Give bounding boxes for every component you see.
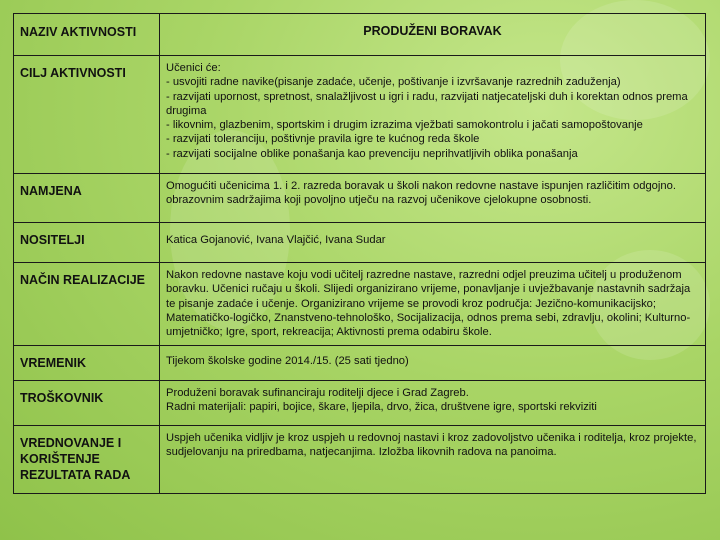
table-row <box>14 381 706 426</box>
row-value <box>160 174 706 223</box>
table-row <box>14 174 706 223</box>
text-line: Nakon redovne nastave koju vodi učitelj razredne nastave, razredni odjel preuzima učitelj u produženom boravku. Učenici ručaju u školi. Slijedi organizirano vrijeme, ponavljanje i uvježbavanje nastavnih sadržaja te pisanje zadaće i učenje. Organizirano vrijeme se provodi kroz područja: Jezično-komunikacijsko; Matematičko-logičko, Znanstveno-tehnološko, Socijalizacija, odnos prema sebi, zdravlju, okolini; Kulturno-umjetničko; Igre, sport, rekreacija; Aktivnosti prema odabiru škole. <box>166 269 691 339</box>
text-line: Tijekom školske godine 2014./15. (25 sati tjedno) <box>166 355 409 367</box>
table-row <box>14 223 706 263</box>
text-line: Radni materijali: papiri, bojice, škare, ljepila, drvo, žica, društvene igre, sportski rekviziti <box>166 401 597 414</box>
row-value <box>160 346 706 381</box>
row-value <box>160 381 706 426</box>
text-line: Učenici će: <box>166 62 221 74</box>
text-line: - razvijati socijalne oblike ponašanja kao prevenciju neprihvatljivih oblika ponašanja <box>166 147 578 160</box>
text-line: Katica Gojanović, Ivana Vlajčić, Ivana Sudar <box>166 234 386 246</box>
row-value <box>160 56 706 174</box>
row-label: TROŠKOVNIK <box>14 381 160 426</box>
table-header-row <box>14 14 706 56</box>
row-value <box>160 263 706 346</box>
text-line: - razvijati upornost, spretnost, snalažljivost u igri i radu, razvijati natjecateljski duh i korektan odnos prema drugima <box>166 90 688 117</box>
text-line: - likovnim, glazbenim, sportskim i drugim izrazima vježbati samokontrolu i jačati samopoštovanje <box>166 119 643 132</box>
header-label: NAZIV AKTIVNOSTI <box>14 14 160 56</box>
row-label: NAČIN REALIZACIJE <box>14 263 160 346</box>
table-row <box>14 56 706 174</box>
row-label: VREDNOVANJE I KORIŠTENJE REZULTATA RADA <box>14 426 160 494</box>
text-line: Omogućiti učenicima 1. i 2. razreda boravak u školi nakon redovne nastave ispunjen različitim odgojno. obrazovnim sadržajima koji povoljno utječu na razvoj učenikove cjelokupne osobnosti. <box>166 180 676 207</box>
activity-table <box>13 13 706 494</box>
table-row <box>14 263 706 346</box>
row-label: CILJ AKTIVNOSTI <box>14 56 160 174</box>
table-row <box>14 426 706 494</box>
text-line: - usvojiti radne navike(pisanje zadaće, učenje, poštivanje i izvršavanje razrednih zaduženja) <box>166 76 621 89</box>
text-line: - razvijati toleranciju, poštivnje pravila igre te kućnog reda škole <box>166 133 480 146</box>
table-row <box>14 346 706 381</box>
row-label: VREMENIK <box>14 346 160 381</box>
row-value <box>160 426 706 494</box>
row-value <box>160 223 706 263</box>
text-line: Produženi boravak sufinanciraju roditelji djece i Grad Zagreb. <box>166 387 469 399</box>
row-label: NOSITELJI <box>14 223 160 263</box>
row-label: NAMJENA <box>14 174 160 223</box>
text-line: Uspjeh učenika vidljiv je kroz uspjeh u redovnoj nastavi i kroz zadovoljstvo učenika i roditelja, kroz projekte, sudjelovanju na priredbama, natjecanjima. Izložba likovnih radova na panoima. <box>166 432 697 459</box>
header-value: PRODUŽENI BORAVAK <box>160 14 706 56</box>
